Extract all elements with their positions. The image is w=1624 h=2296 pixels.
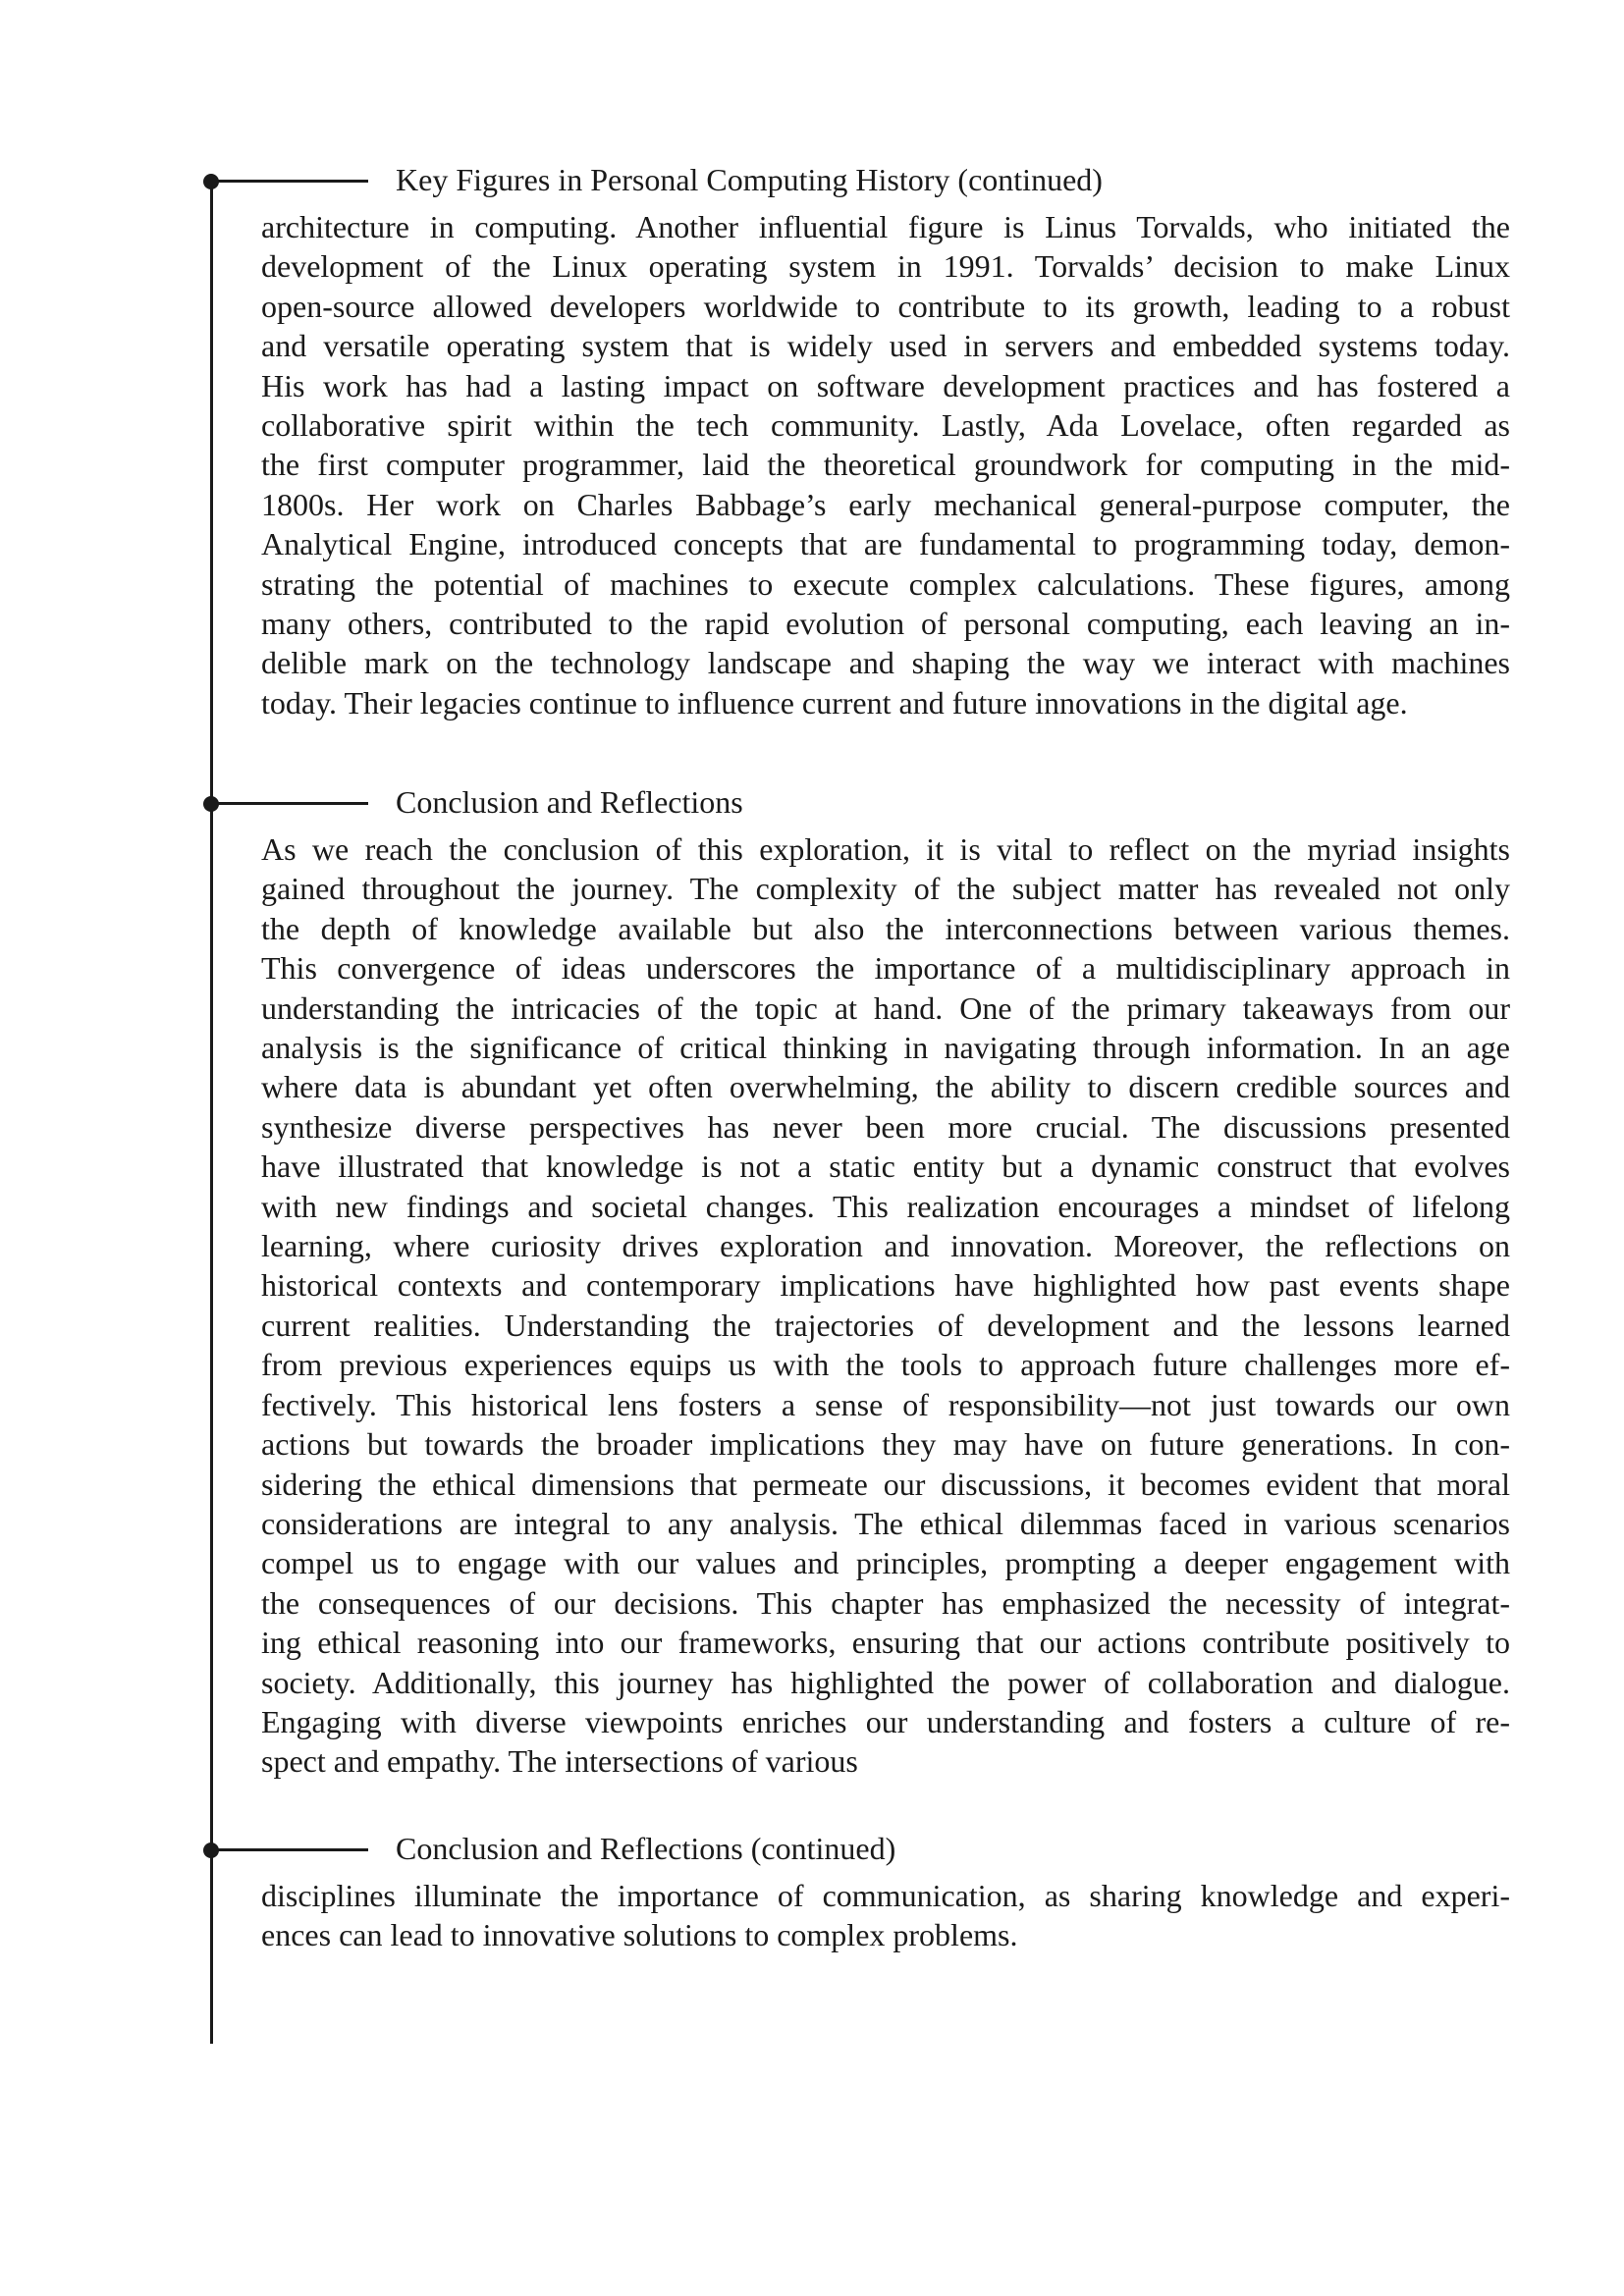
body-line: synthesize diverse perspectives has never been more crucial. The discussions presented (261, 1108, 1510, 1145)
body-line: open-source allowed developers worldwide to contribute to its growth, leading to a robust (261, 288, 1510, 324)
body-line: ences can lead to innovative solutions to complex problems. (261, 1917, 1018, 1953)
body-line: current realities. Understanding the trajectories of development and the lessons learned (261, 1307, 1510, 1343)
body-line: This convergence of ideas underscores the importance of a multidisciplinary approach in (261, 950, 1510, 987)
body-line: where data is abundant yet often overwhelming, the ability to discern credible sources and (261, 1069, 1510, 1105)
body-line: Analytical Engine, introduced concepts that are fundamental to programming today, demon- (261, 526, 1510, 562)
body-line: actions but towards the broader implications they may have on future generations. In con- (261, 1426, 1510, 1463)
body-line: the consequences of our decisions. This chapter has emphasized the necessity of integrat- (261, 1584, 1510, 1621)
section-body (261, 207, 1510, 722)
body-line: strating the potential of machines to execute complex calculations. These figures, among (261, 565, 1510, 602)
timeline-connector (211, 180, 368, 183)
body-line: learning, where curiosity drives exploration and innovation. Moreover, the reflections on (261, 1228, 1510, 1264)
body-line: analysis is the significance of critical thinking in navigating through information. In an age (261, 1030, 1510, 1066)
body-line: with new findings and societal changes. This realization encourages a mindset of lifelong (261, 1188, 1510, 1224)
body-line: the depth of knowledge available but also the interconnections between various themes. (261, 910, 1510, 946)
body-line: spect and empathy. The intersections of various (261, 1743, 858, 1780)
body-line: society. Additionally, this journey has highlighted the power of collaboration and dialogue. (261, 1664, 1510, 1700)
body-line: many others, contributed to the rapid evolution of personal computing, each leaving an in- (261, 606, 1510, 642)
section-title: Key Figures in Personal Computing History (continued) (396, 162, 1103, 197)
body-line: disciplines illuminate the importance of communication, as sharing knowledge and experi- (261, 1878, 1510, 1913)
body-line: the first computer programmer, laid the theoretical groundwork for computing in the mid- (261, 447, 1510, 483)
body-line: collaborative spirit within the tech community. Lastly, Ada Lovelace, often regarded as (261, 407, 1510, 444)
body-line: ing ethical reasoning into our frameworks, ensuring that our actions contribute positively to (261, 1625, 1510, 1661)
section-title: Conclusion and Reflections (continued) (396, 1831, 896, 1866)
body-line: delible mark on the technology landscape and shaping the way we interact with machines (261, 645, 1510, 681)
body-line: Engaging with diverse viewpoints enriches our understanding and fosters a culture of re- (261, 1703, 1510, 1739)
body-line: development of the Linux operating system in 1991. Torvalds’ decision to make Linux (261, 248, 1510, 285)
body-line: considerations are integral to any analysis. The ethical dilemmas faced in various scenarios (261, 1505, 1510, 1541)
body-line: from previous experiences equips us with the tools to approach future challenges more ef- (261, 1347, 1510, 1383)
body-line: gained throughout the journey. The complexity of the subject matter has revealed not only (261, 871, 1510, 907)
body-line: today. Their legacies continue to influence current and future innovations in the digital age. (261, 684, 1408, 721)
body-line: historical contexts and contemporary implications have highlighted how past events shape (261, 1267, 1510, 1304)
body-line: 1800s. Her work on Charles Babbage’s early mechanical general-purpose computer, the (261, 486, 1510, 522)
section-body (261, 1876, 1510, 1955)
section-body (261, 829, 1510, 1782)
timeline-connector (211, 1848, 368, 1851)
timeline-connector (211, 802, 368, 805)
timeline-vertical-line (210, 179, 213, 2044)
body-line: architecture in computing. Another influential figure is Linus Torvalds, who initiated the (261, 209, 1510, 244)
body-line: have illustrated that knowledge is not a static entity but a dynamic construct that evolves (261, 1148, 1510, 1185)
body-line: fectively. This historical lens fosters a sense of responsibility—not just towards our own (261, 1386, 1510, 1422)
body-line: understanding the intricacies of the topic at hand. One of the primary takeaways from our (261, 989, 1510, 1026)
body-line: sidering the ethical dimensions that permeate our discussions, it becomes evident that moral (261, 1466, 1510, 1502)
section-title: Conclusion and Reflections (396, 784, 743, 820)
body-line: compel us to engage with our values and principles, prompting a deeper engagement with (261, 1545, 1510, 1581)
body-line: As we reach the conclusion of this exploration, it is vital to reflect on the myriad insights (261, 831, 1510, 867)
body-line: and versatile operating system that is widely used in servers and embedded systems today. (261, 328, 1510, 364)
body-line: His work has had a lasting impact on software development practices and has fostered a (261, 367, 1510, 403)
